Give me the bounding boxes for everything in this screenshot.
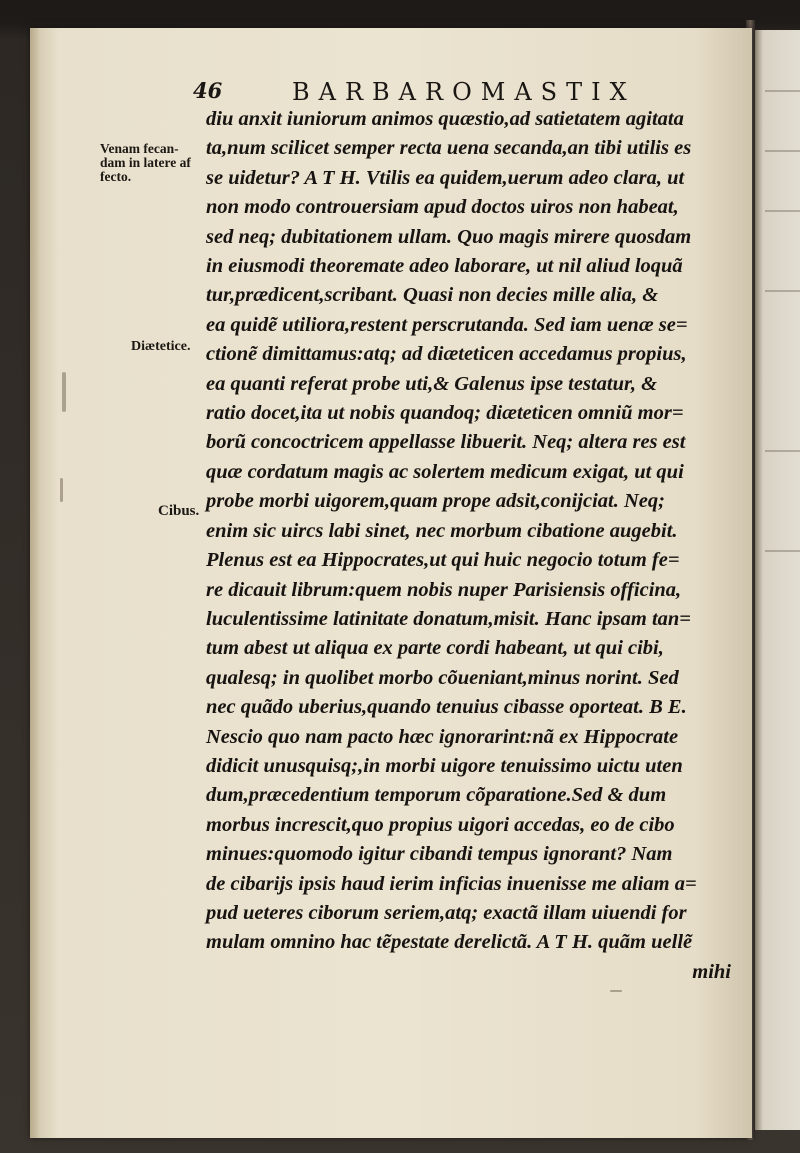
ink-speck [610,990,622,992]
text-line: dum,præcedentium temporum cõparatione.Sed & dum [206,784,667,807]
text-line: re dicauit librum:quem nobis nuper Parisiensis officina, [206,578,682,601]
text-line: non modo controuersiam apud doctos uiros non habeat, [206,196,679,219]
text-line: ctionẽ dimittamus:atq; ad diæteticen accedamus propius, [206,343,687,366]
running-title: BARBAROMASTIX [292,78,636,106]
text-line: didicit unusquisq;,in morbi uigore tenuissimo uictu uten [206,754,683,777]
page-header [0,78,800,108]
margin-note-line: fecto. [100,169,132,184]
text-line: luculentissime latinitate donatum,misit. Hanc ipsam tan= [206,607,691,630]
text-line: ratio docet,ita ut nobis quandoq; diæteticen omniũ mor= [206,402,684,425]
text-line: qualesq; in quolibet morbo cõueniant,minus norint. Sed [206,666,679,689]
text-line: Nescio quo nam pacto hæc ignorarint:nã ex Hippocrate [206,725,679,748]
text-line: tur,prædicent,scribant. Quasi non decies mille alia, & [206,284,659,307]
text-line: pud ueteres ciborum seriem,atq; exactã illam uiuendi for [206,901,687,924]
text-line: minues:quomodo igitur cibandi tempus ignorant? Nam [206,843,673,866]
ink-speck [60,478,63,502]
text-line: ta,num scilicet semper recta uena secanda,an tibi utilis es [206,137,692,160]
text-line: in eiusmodi theoremate adeo laborare, ut nil aliud loquã [206,255,683,278]
text-line: enim sic uircs labi sinet, nec morbum cibatione augebit. [206,519,678,542]
text-line: mulam omnino hac tẽpestate derelictã. A T H. quãm uellẽ [206,931,693,954]
text-line: quæ cordatum magis ac solertem medicum exigat, ut qui [206,460,684,483]
body-text [206,105,731,987]
text-line: ea quidẽ utiliora,restent perscrutanda. Sed iam uenæ se= [206,313,688,336]
margin-note-line: Venam fecan- [100,141,179,156]
text-line: probe morbi uigorem,quam prope adsit,conijciat. Neq; [206,490,665,513]
text-line: Plenus est ea Hippocrates,ut qui huic negocio totum fe= [206,549,680,572]
ink-speck [62,372,66,412]
text-line: diu anxit iuniorum animos quæstio,ad satietatem agitata [206,108,684,130]
margin-note-cibus: Cibus. [158,503,200,519]
page-number: 46 [193,78,223,103]
text-line: de cibarijs ipsis haud ierim inficias inuenisse me aliam a= [206,872,697,895]
catchword: mihi [692,960,731,983]
margin-note-line: dam in latere af [100,155,191,170]
text-line: sed neq; dubitationem ullam. Quo magis mirere quosdam [206,225,692,248]
margin-note-venam [100,142,191,184]
text-line: tum abest ut aliqua ex parte cordi habeant, ut qui cibi, [206,637,664,660]
margin-note-diaetetice: Diætetice. [131,339,191,354]
facing-page-edge [755,30,800,1130]
text-line: se uidetur? A T H. Vtilis ea quidem,uerum adeo clara, ut [206,166,685,189]
text-line: ea quanti referat probe uti,& Galenus ipse testatur, & [206,372,658,395]
text-line: morbus increscit,quo propius uigori accedas, eo de cibo [206,813,675,836]
text-line: borũ concoctricem appellasse libuerit. Neq; altera res est [206,431,686,454]
text-line: nec quãdo uberius,quando tenuius cibasse oporteat. B E. [206,696,687,719]
